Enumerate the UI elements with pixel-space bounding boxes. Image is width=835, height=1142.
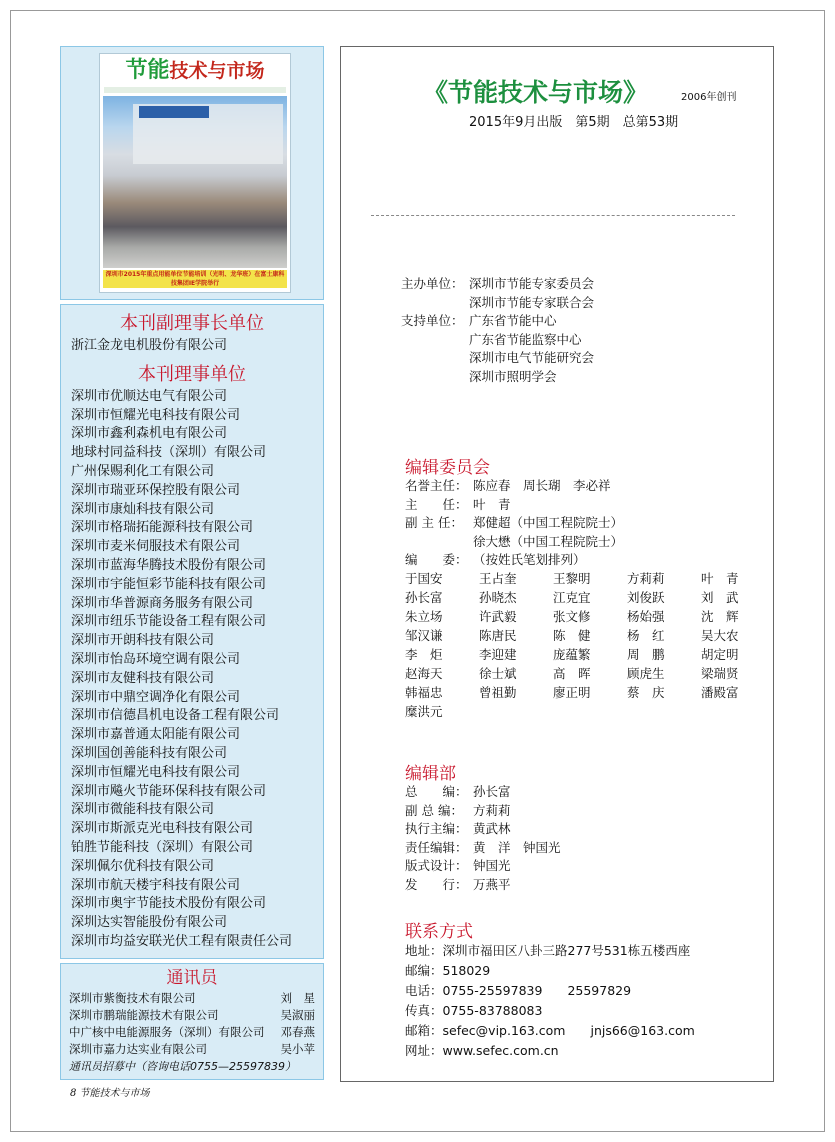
right-column [340, 46, 774, 1082]
council-item: 深圳市中鼎空调净化有限公司 [71, 689, 241, 705]
dept-value: 方莉莉 [473, 802, 511, 818]
member-row [405, 607, 751, 626]
dept-label: 总 编： [405, 784, 468, 799]
member-name: 韩福忠 [405, 685, 443, 700]
board-row [405, 514, 623, 533]
council-item: 深圳市优顺达电气有限公司 [71, 388, 228, 404]
dept-value: 黄武林 [473, 821, 511, 836]
member-name: 孙长富 [405, 590, 443, 605]
council-item: 深圳市纽乐节能设备工程有限公司 [71, 614, 267, 630]
support-4: 深圳市照明学会 [469, 368, 557, 384]
contact-block [405, 941, 695, 1061]
dept-label: 执行主编： [405, 821, 468, 836]
correspondent-note: 通讯员招募中（咨询电话0755—25597839） [69, 1059, 296, 1073]
contact-title: 联系方式 [405, 922, 473, 942]
member-name: 杨 红 [627, 628, 665, 643]
council-item: 深圳市华普源商务服务有限公司 [71, 595, 254, 611]
member-row [405, 569, 751, 588]
member-name: 徐士斌 [479, 666, 517, 681]
dept-value: 孙长富 [473, 784, 511, 799]
vice-chair-list [71, 337, 313, 356]
member-name: 孙晓杰 [479, 590, 517, 605]
dept-label: 版式设计： [405, 858, 468, 873]
founded-year: 2006年创刊 [681, 92, 737, 103]
member-name: 刘 武 [701, 590, 739, 605]
council-item: 深圳市恒耀光电科技有限公司 [71, 407, 241, 423]
board-label [405, 533, 473, 552]
issue-info: 2015年9月出版 第5期 总第53期 [469, 115, 679, 130]
dept-row [405, 802, 561, 821]
dept-row [405, 857, 561, 876]
member-name: 许武毅 [479, 609, 517, 624]
council-list [71, 388, 313, 952]
member-name: 赵海天 [405, 666, 443, 681]
council-item: 深圳市均益安联光伏工程有限责任公司 [71, 933, 293, 949]
host-1: 深圳市节能专家委员会 [469, 276, 595, 291]
member-name: 梁瑞贤 [701, 666, 739, 681]
cover-caption: 深圳市2015年重点用能单位节能培训（光明、龙华班）在富士康科技集团IE学院举行 [103, 270, 287, 288]
council-item: 深圳市友健科技有限公司 [71, 670, 215, 686]
member-row [405, 588, 751, 607]
member-name: 叶 青 [701, 571, 739, 586]
council-item: 深圳佩尔优科技有限公司 [71, 858, 215, 874]
council-panel [60, 304, 324, 959]
member-name: 沈 辉 [701, 609, 739, 624]
correspondent-row [69, 1007, 315, 1024]
member-name: 周 鹏 [627, 647, 665, 662]
member-row [405, 664, 751, 683]
board-value: 叶 青 [473, 496, 511, 512]
correspondent-org: 中广核中电能源服务（深圳）有限公司 [69, 1024, 265, 1039]
cover-title-main: 节能 [125, 57, 170, 83]
member-name: 蔡 庆 [627, 685, 665, 700]
cover-subtitle-strip [104, 87, 286, 93]
member-name: 邹汉谦 [405, 628, 443, 643]
member-row [405, 645, 751, 664]
group-photo [103, 96, 287, 268]
member-name: 王占奎 [479, 571, 517, 586]
member-name: 陈 健 [553, 628, 591, 643]
council-item: 深圳市格瑞拓能源科技有限公司 [71, 520, 254, 536]
contact-website[interactable]: 网址：www.sefec.com.cn [405, 1043, 559, 1058]
editorial-dept-title: 编辑部 [405, 764, 456, 784]
dept-value: 万燕平 [473, 876, 511, 892]
host-2: 深圳市节能专家联合会 [469, 294, 595, 310]
board-label: 副 主 任： [405, 515, 463, 530]
page-footer: 8 节能技术与市场 [70, 1088, 150, 1099]
dashed-divider [371, 215, 735, 216]
council-item: 深圳市奥宇节能技术股份有限公司 [71, 896, 267, 912]
contact-fax: 传真：0755-83788083 [405, 1003, 543, 1018]
council-item: 深圳市宇能恒彩节能科技有限公司 [71, 576, 267, 592]
member-name: 糜洪元 [405, 704, 443, 719]
member-name: 庞蕴繁 [553, 647, 591, 662]
dept-value: 黄 洋 钟国光 [473, 839, 561, 855]
contact-email[interactable]: 邮箱：sefec@vip.163.com jnjs66@163.com [405, 1023, 695, 1038]
member-name: 廖正明 [553, 685, 591, 700]
member-name: 李 炬 [405, 647, 443, 662]
correspondent-org: 深圳市鹏瑞能源技术有限公司 [69, 1007, 219, 1022]
member-name: 江克宜 [553, 590, 591, 605]
member-name: 高 晖 [553, 666, 591, 681]
cover-panel [60, 46, 324, 300]
member-name: 杨始强 [627, 609, 665, 624]
member-name: 王黎明 [553, 571, 591, 586]
correspondent-row [69, 990, 315, 1007]
member-name: 顾虎生 [627, 666, 665, 681]
correspondent-org: 深圳市紫衡技术有限公司 [69, 990, 196, 1005]
council-item: 深圳市飚火节能环保科技有限公司 [71, 783, 267, 799]
council-item: 深圳市开朗科技有限公司 [71, 633, 215, 649]
dept-row [405, 839, 561, 858]
board-row [405, 496, 623, 515]
support-3: 深圳市电气节能研究会 [469, 350, 595, 365]
board-label: 编 委： [405, 552, 468, 567]
member-name: 于国安 [405, 571, 443, 586]
board-value: 徐大懋（中国工程院院士） [473, 533, 624, 549]
council-item: 地球村同益科技（深圳）有限公司 [71, 445, 267, 461]
cover-image [99, 53, 291, 293]
support-label: 支持单位： [401, 313, 464, 328]
council-item: 深圳市蓝海华腾技术股份有限公司 [71, 557, 267, 573]
correspondent-name: 刘 星 [280, 990, 315, 1005]
board-value: （按姓氏笔划排列） [473, 552, 586, 567]
council-title: 本刊理事单位 [138, 363, 246, 385]
contact-phone: 电话：0755-25597839 25597829 [405, 983, 632, 998]
council-item: 深圳市信德昌机电设备工程有限公司 [71, 708, 280, 724]
council-item: 深圳达实智能股份有限公司 [71, 915, 228, 931]
editorial-dept-rows [405, 783, 561, 894]
council-item: 深圳市瑞亚环保控股有限公司 [71, 482, 241, 498]
magazine-title: 《节能技术与市场》 [423, 78, 649, 107]
member-name: 朱立场 [405, 609, 443, 624]
editorial-board-title: 编辑委员会 [405, 458, 490, 478]
board-row [405, 551, 623, 570]
board-label: 主 任： [405, 496, 468, 512]
host-label: 主办单位： [401, 276, 464, 291]
member-name: 曾祖勤 [479, 685, 517, 700]
dept-row [405, 783, 561, 802]
council-item: 深圳国创善能科技有限公司 [71, 745, 228, 761]
board-row [405, 477, 623, 496]
council-item: 深圳市康灿科技有限公司 [71, 501, 215, 517]
editorial-board-members [405, 569, 751, 721]
support-1: 广东省节能中心 [469, 313, 557, 328]
council-item: 深圳市航天楼宇科技有限公司 [71, 877, 241, 893]
vice-chair-title: 本刊副理事长单位 [120, 313, 264, 334]
board-label: 名誉主任： [405, 478, 468, 493]
correspondent-row [69, 1041, 315, 1058]
council-item: 深圳市麦米伺服技术有限公司 [71, 539, 241, 555]
correspondent-title: 通讯员 [166, 967, 218, 988]
building-banner [139, 106, 209, 118]
member-row [405, 626, 751, 645]
correspondent-name: 吴小苹 [280, 1041, 315, 1056]
council-item: 深圳市嘉普通太阳能有限公司 [71, 727, 241, 743]
member-name: 李迎建 [479, 647, 517, 662]
member-name: 潘殿富 [701, 685, 739, 700]
member-name: 胡定明 [701, 647, 739, 662]
member-name: 刘俊跃 [627, 590, 665, 605]
board-row [405, 533, 623, 552]
council-item: 广州保赐利化工有限公司 [71, 463, 215, 479]
correspondent-name: 邓春燕 [280, 1024, 315, 1039]
member-name: 张文修 [553, 609, 591, 624]
cover-title-rest: 技术与市场 [169, 60, 265, 82]
member-row [405, 702, 751, 721]
cover-title [100, 56, 290, 86]
correspondent-list [69, 990, 315, 1058]
council-item: 深圳市斯派克光电科技有限公司 [71, 821, 254, 837]
dept-label: 发 行： [405, 876, 468, 892]
contact-postcode: 邮编：518029 [405, 963, 491, 978]
left-column [60, 46, 324, 1080]
dept-row [405, 820, 561, 839]
contact-address: 地址：深圳市福田区八卦三路277号531栋五楼西座 [405, 943, 691, 958]
council-item: 铂胜节能科技（深圳）有限公司 [71, 839, 254, 855]
member-name: 吴大农 [701, 628, 739, 643]
sponsor-block [401, 275, 594, 386]
correspondent-org: 深圳市嘉力达实业有限公司 [69, 1041, 207, 1056]
board-value: 陈应春 周长瑚 李必祥 [473, 478, 611, 493]
council-item: 深圳市微能科技有限公司 [71, 802, 215, 818]
dept-label: 责任编辑： [405, 839, 468, 855]
member-name: 陈唐民 [479, 628, 517, 643]
dept-label: 副 总 编： [405, 802, 463, 818]
dept-row [405, 876, 561, 895]
editorial-board-rows [405, 477, 623, 570]
council-item: 深圳市怡岛环境空调有限公司 [71, 651, 241, 667]
correspondent-row [69, 1024, 315, 1041]
member-row [405, 683, 751, 702]
board-value: 郑健超（中国工程院院士） [473, 515, 624, 530]
correspondent-name: 吴淑丽 [280, 1007, 315, 1022]
vice-chair-item: 浙江金龙电机股份有限公司 [71, 338, 228, 353]
dept-value: 钟国光 [473, 858, 511, 873]
correspondent-panel [60, 963, 324, 1080]
council-item: 深圳市鑫利森机电有限公司 [71, 426, 228, 442]
member-name: 方莉莉 [627, 571, 665, 586]
council-item: 深圳市恒耀光电科技有限公司 [71, 764, 241, 780]
support-2: 广东省节能监察中心 [469, 331, 582, 347]
